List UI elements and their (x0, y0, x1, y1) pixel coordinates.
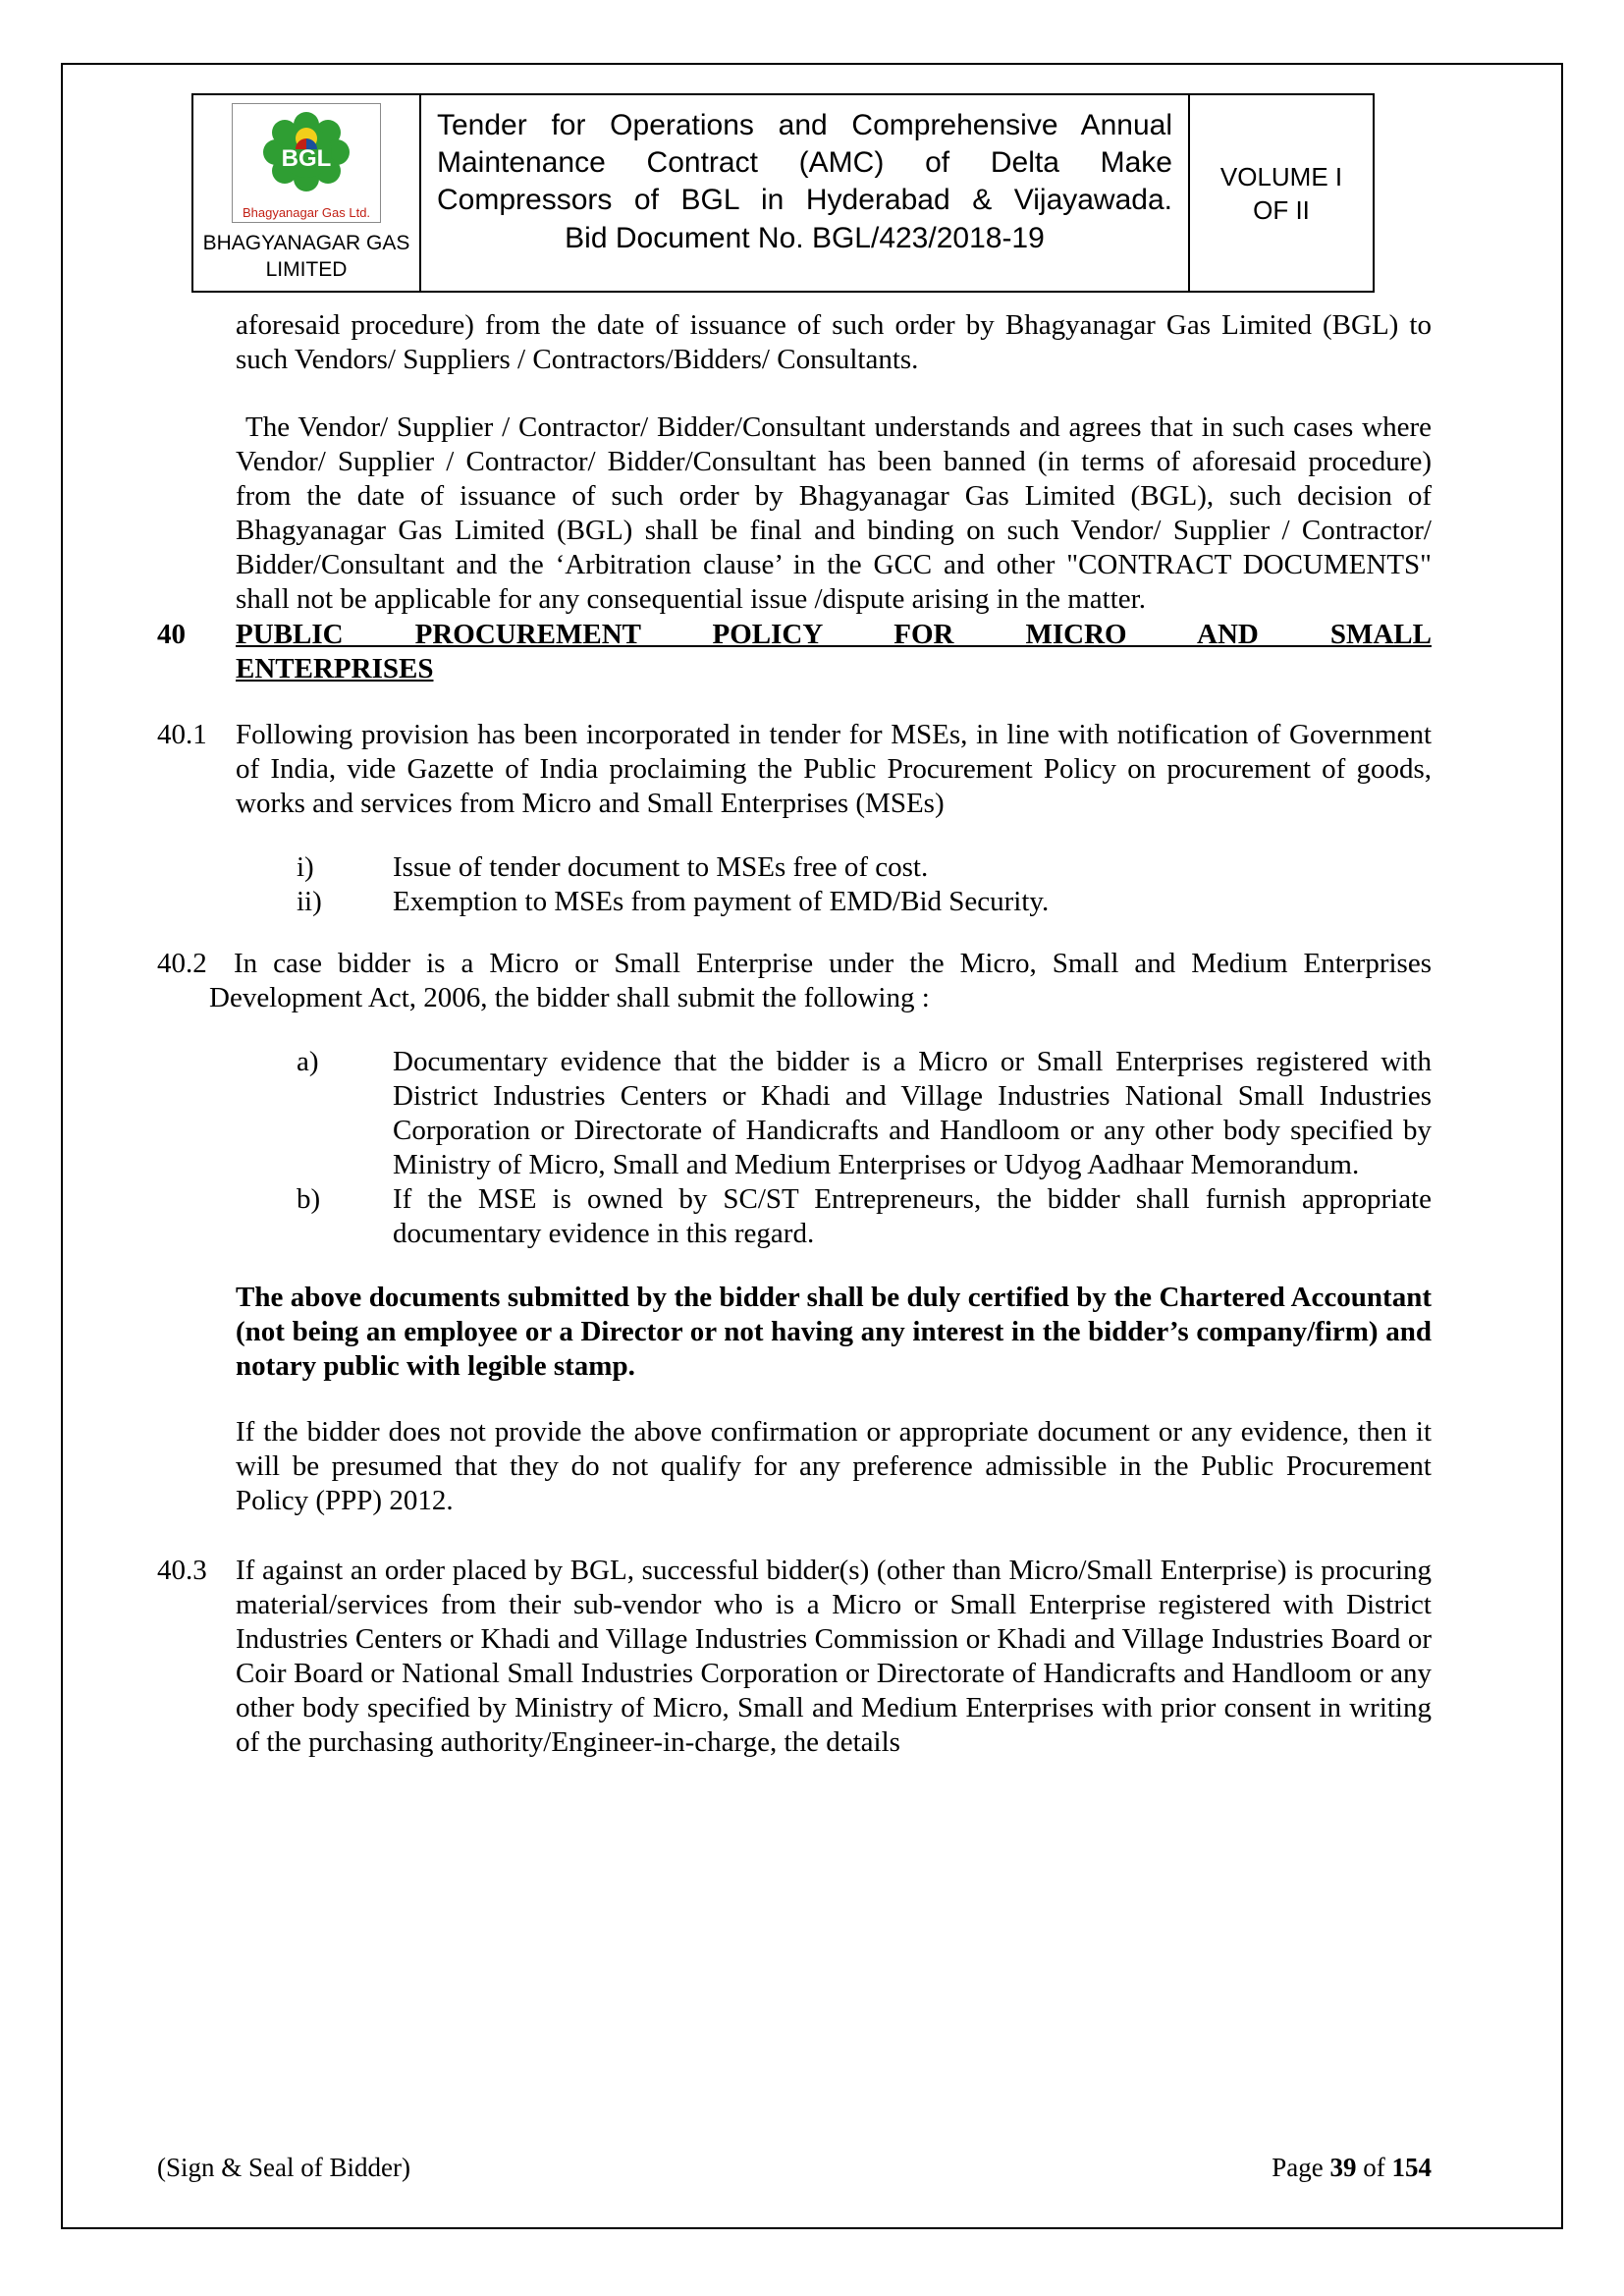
list-item-b (297, 1182, 1432, 1251)
svg-text:BGL: BGL (281, 145, 332, 172)
section-40-title-line2: ENTERPRISES (236, 653, 434, 684)
volume-line2: OF II (1253, 194, 1310, 225)
page-current: 39 (1329, 2153, 1357, 2182)
list-item-a-marker: a) (297, 1046, 319, 1077)
bgl-logo-icon (244, 109, 369, 203)
clause-40-1 (157, 718, 1432, 821)
page-of-label: of (1363, 2153, 1385, 2182)
section-40-title (236, 618, 1432, 686)
page-number (1272, 2153, 1432, 2183)
clause-40-1-text: Following provision has been incorporated in tender for MSEs, in line with notification of Government of India, vide Gazette of India proclaiming the Public Procurement Policy on procurement of goods, works and services from Micro and Small Enterprises (MSEs) (236, 719, 1432, 819)
list-item-b-text: If the MSE is owned by SC/ST Entrepreneurs, the bidder shall furnish appropriate documentary evidence in this regard. (393, 1183, 1432, 1249)
section-40-title-line1: PUBLIC PROCUREMENT POLICY FOR MICRO AND SMALL (236, 619, 1432, 650)
bgl-logo (232, 103, 381, 223)
tender-title-line1: Tender for Operations and Comprehensive Annual (437, 109, 1172, 141)
clause-40-2-text: In case bidder is a Micro or Small Enterprise under the Micro, Small and Medium Enterprises Development Act, 2006, the bidder shall submit the following : (209, 948, 1432, 1013)
company-name-line1: BHAGYANAGAR GAS (202, 232, 410, 254)
list-item-a-text: Documentary evidence that the bidder is a Micro or Small Enterprises registered with District Industries Centers or Khadi and Village Industries National Small Industries Corporation or Directorate of Handicrafts and Handloom or any other body specified by Ministry of Micro, Small and Medium Enterprises or Udyog Aadhaar Memorandum. (393, 1046, 1432, 1180)
paragraph-no-confirmation: If the bidder does not provide the above confirmation or appropriate document or any evidence, then it will be presumed that they do not qualify for any preference admissible in the Public Procurement Policy (PPP) 2012. (236, 1416, 1432, 1516)
list-item-ii-text: Exemption to MSEs from payment of EMD/Bid Security. (393, 886, 1050, 917)
clause-40-3-number: 40.3 (157, 1555, 207, 1586)
list-item-i-text: Issue of tender document to MSEs free of cost. (393, 851, 929, 883)
document-body (157, 308, 1432, 1760)
document-header (191, 93, 1375, 293)
page-label: Page (1272, 2153, 1324, 2182)
volume-cell (1190, 95, 1373, 291)
section-40-number: 40 (157, 619, 186, 650)
tender-title-line2: Maintenance Contract (AMC) of Delta Make (437, 146, 1172, 179)
page-footer (157, 2153, 1432, 2183)
tender-title-line3: Compressors of BGL in Hyderabad & Vijayawada. (437, 184, 1172, 216)
clause-40-3-text: If against an order placed by BGL, successful bidder(s) (other than Micro/Small Enterprise) is procuring material/services from their sub-vendor who is a Micro or Small Enterprise registered with District Industries Centers or Khadi and Village Industries Commission or Khadi and Village Industries Board or Coir Board or National Small Industries Corporation or Directorate of Handicrafts and Handloom or any other body specified by Ministry of Micro, Small and Medium Enterprises with prior consent in writing of the purchasing authority/Engineer-in-charge, the details (236, 1555, 1432, 1758)
company-name (203, 230, 410, 283)
sign-seal-label: (Sign & Seal of Bidder) (157, 2153, 410, 2182)
list-item-ii-marker: ii) (297, 886, 322, 917)
list-item-i-marker: i) (297, 851, 314, 883)
list-item-i (297, 850, 1432, 885)
paragraph-aforesaid: aforesaid procedure) from the date of issuance of such order by Bhagyanagar Gas Limited (BGL) to such Vendors/ Suppliers / Contractors/Bidders/ Consultants. (236, 309, 1432, 375)
paragraph-certification-note: The above documents submitted by the bidder shall be duly certified by the Chartered Accountant (not being an employee or a Director or not having any interest in the bidder’s company/firm) and notary public with legible stamp. (236, 1282, 1432, 1382)
clause-40-2-number: 40.2 (157, 948, 207, 979)
list-item-b-marker: b) (297, 1183, 321, 1215)
list-item-a (297, 1045, 1432, 1182)
page-total: 154 (1391, 2153, 1432, 2182)
clause-40-3 (157, 1554, 1432, 1760)
logo-org-name: Bhagyanagar Gas Ltd. (242, 205, 371, 220)
clause-40-1-number: 40.1 (157, 719, 207, 750)
paragraph-vendor-banned: The Vendor/ Supplier / Contractor/ Bidder/Consultant understands and agrees that in such cases where Vendor/ Supplier / Contractor/ Bidder/Consultant has been banned (in terms of aforesaid procedure) from the date of issuance of such order by Bhagyanagar Gas Limited (BGL), such decision of Bhagyanagar Gas Limited (BGL) shall be final and binding on such Vendor/ Supplier / Contractor/ Bidder/Consultant and the ‘Arbitration clause’ in the GCC and other "CONTRACT DOCUMENTS" shall not be applicable for any consequential issue /dispute arising in the matter. (236, 411, 1432, 615)
volume-line1: VOLUME I (1219, 161, 1343, 191)
logo-cell (193, 95, 419, 291)
section-40-heading (157, 618, 1432, 686)
bid-document-number: Bid Document No. BGL/423/2018-19 (565, 222, 1045, 254)
company-name-line2: LIMITED (265, 258, 348, 281)
tender-title-cell (419, 95, 1190, 291)
list-item-ii (297, 885, 1432, 919)
clause-40-2 (157, 947, 1432, 1015)
